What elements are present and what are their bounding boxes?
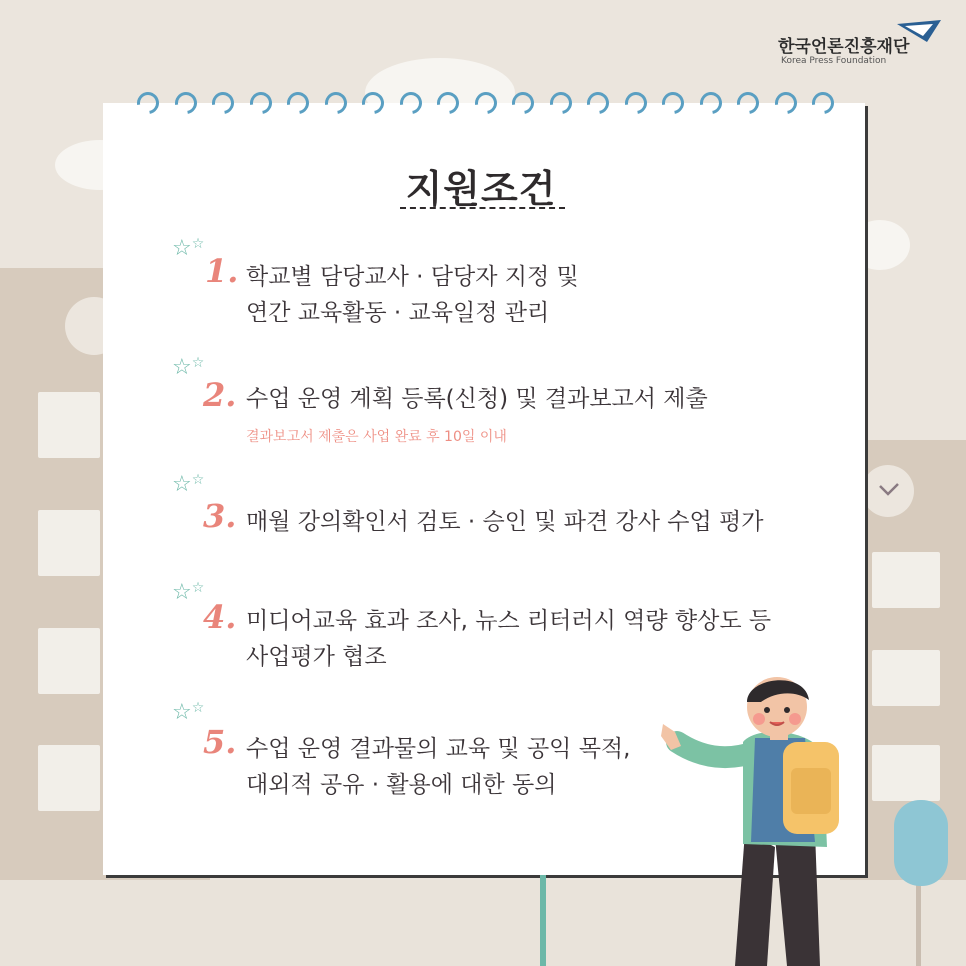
title-underline: [400, 207, 565, 209]
tree-crown: [894, 800, 948, 886]
star-icon: ☆☆: [172, 236, 205, 261]
building-window: [38, 392, 100, 458]
building-window: [38, 510, 100, 576]
item-text-line: 연간 교육활동 · 교육일정 관리: [246, 300, 550, 326]
item-number: 2.: [203, 376, 237, 414]
item-text-line: 수업 운영 계획 등록(신청) 및 결과보고서 제출: [246, 386, 708, 412]
logo-subtitle: Korea Press Foundation: [781, 56, 887, 66]
building-window: [38, 628, 100, 694]
item-number: 4.: [203, 598, 237, 636]
logo-name: 한국언론진흥재단: [778, 37, 910, 57]
stand-pole: [540, 875, 546, 966]
item-note: 결과보고서 제출은 사업 완료 후 10일 이내: [246, 429, 507, 445]
item-number: 3.: [203, 497, 237, 535]
item-number: 1.: [205, 252, 239, 290]
student-character-illustration: [655, 672, 855, 966]
building-window: [38, 745, 100, 811]
item-text-line: 미디어교육 효과 조사, 뉴스 리터러시 역량 향상도 등: [246, 608, 772, 634]
kpf-logo-icon: [897, 20, 941, 46]
item-text-line: 대외적 공유 · 활용에 대한 동의: [246, 772, 557, 798]
star-icon: ☆☆: [172, 700, 205, 725]
item-text-line: 사업평가 협조: [246, 644, 387, 670]
item-number: 5.: [203, 723, 237, 761]
building-window: [872, 745, 940, 801]
star-icon: ☆☆: [172, 472, 205, 497]
page-title: 지원조건: [405, 167, 557, 211]
building-window: [872, 650, 940, 706]
item-text-line: 수업 운영 결과물의 교육 및 공익 목적,: [246, 736, 631, 762]
building-window: [872, 552, 940, 608]
item-text-line: 매월 강의확인서 검토 · 승인 및 파견 강사 수업 평가: [246, 509, 764, 535]
star-icon: ☆☆: [172, 355, 205, 380]
item-text-line: 학교별 담당교사 · 담당자 지정 및: [246, 264, 579, 290]
star-icon: ☆☆: [172, 580, 205, 605]
clock-hands-icon: [876, 480, 904, 500]
